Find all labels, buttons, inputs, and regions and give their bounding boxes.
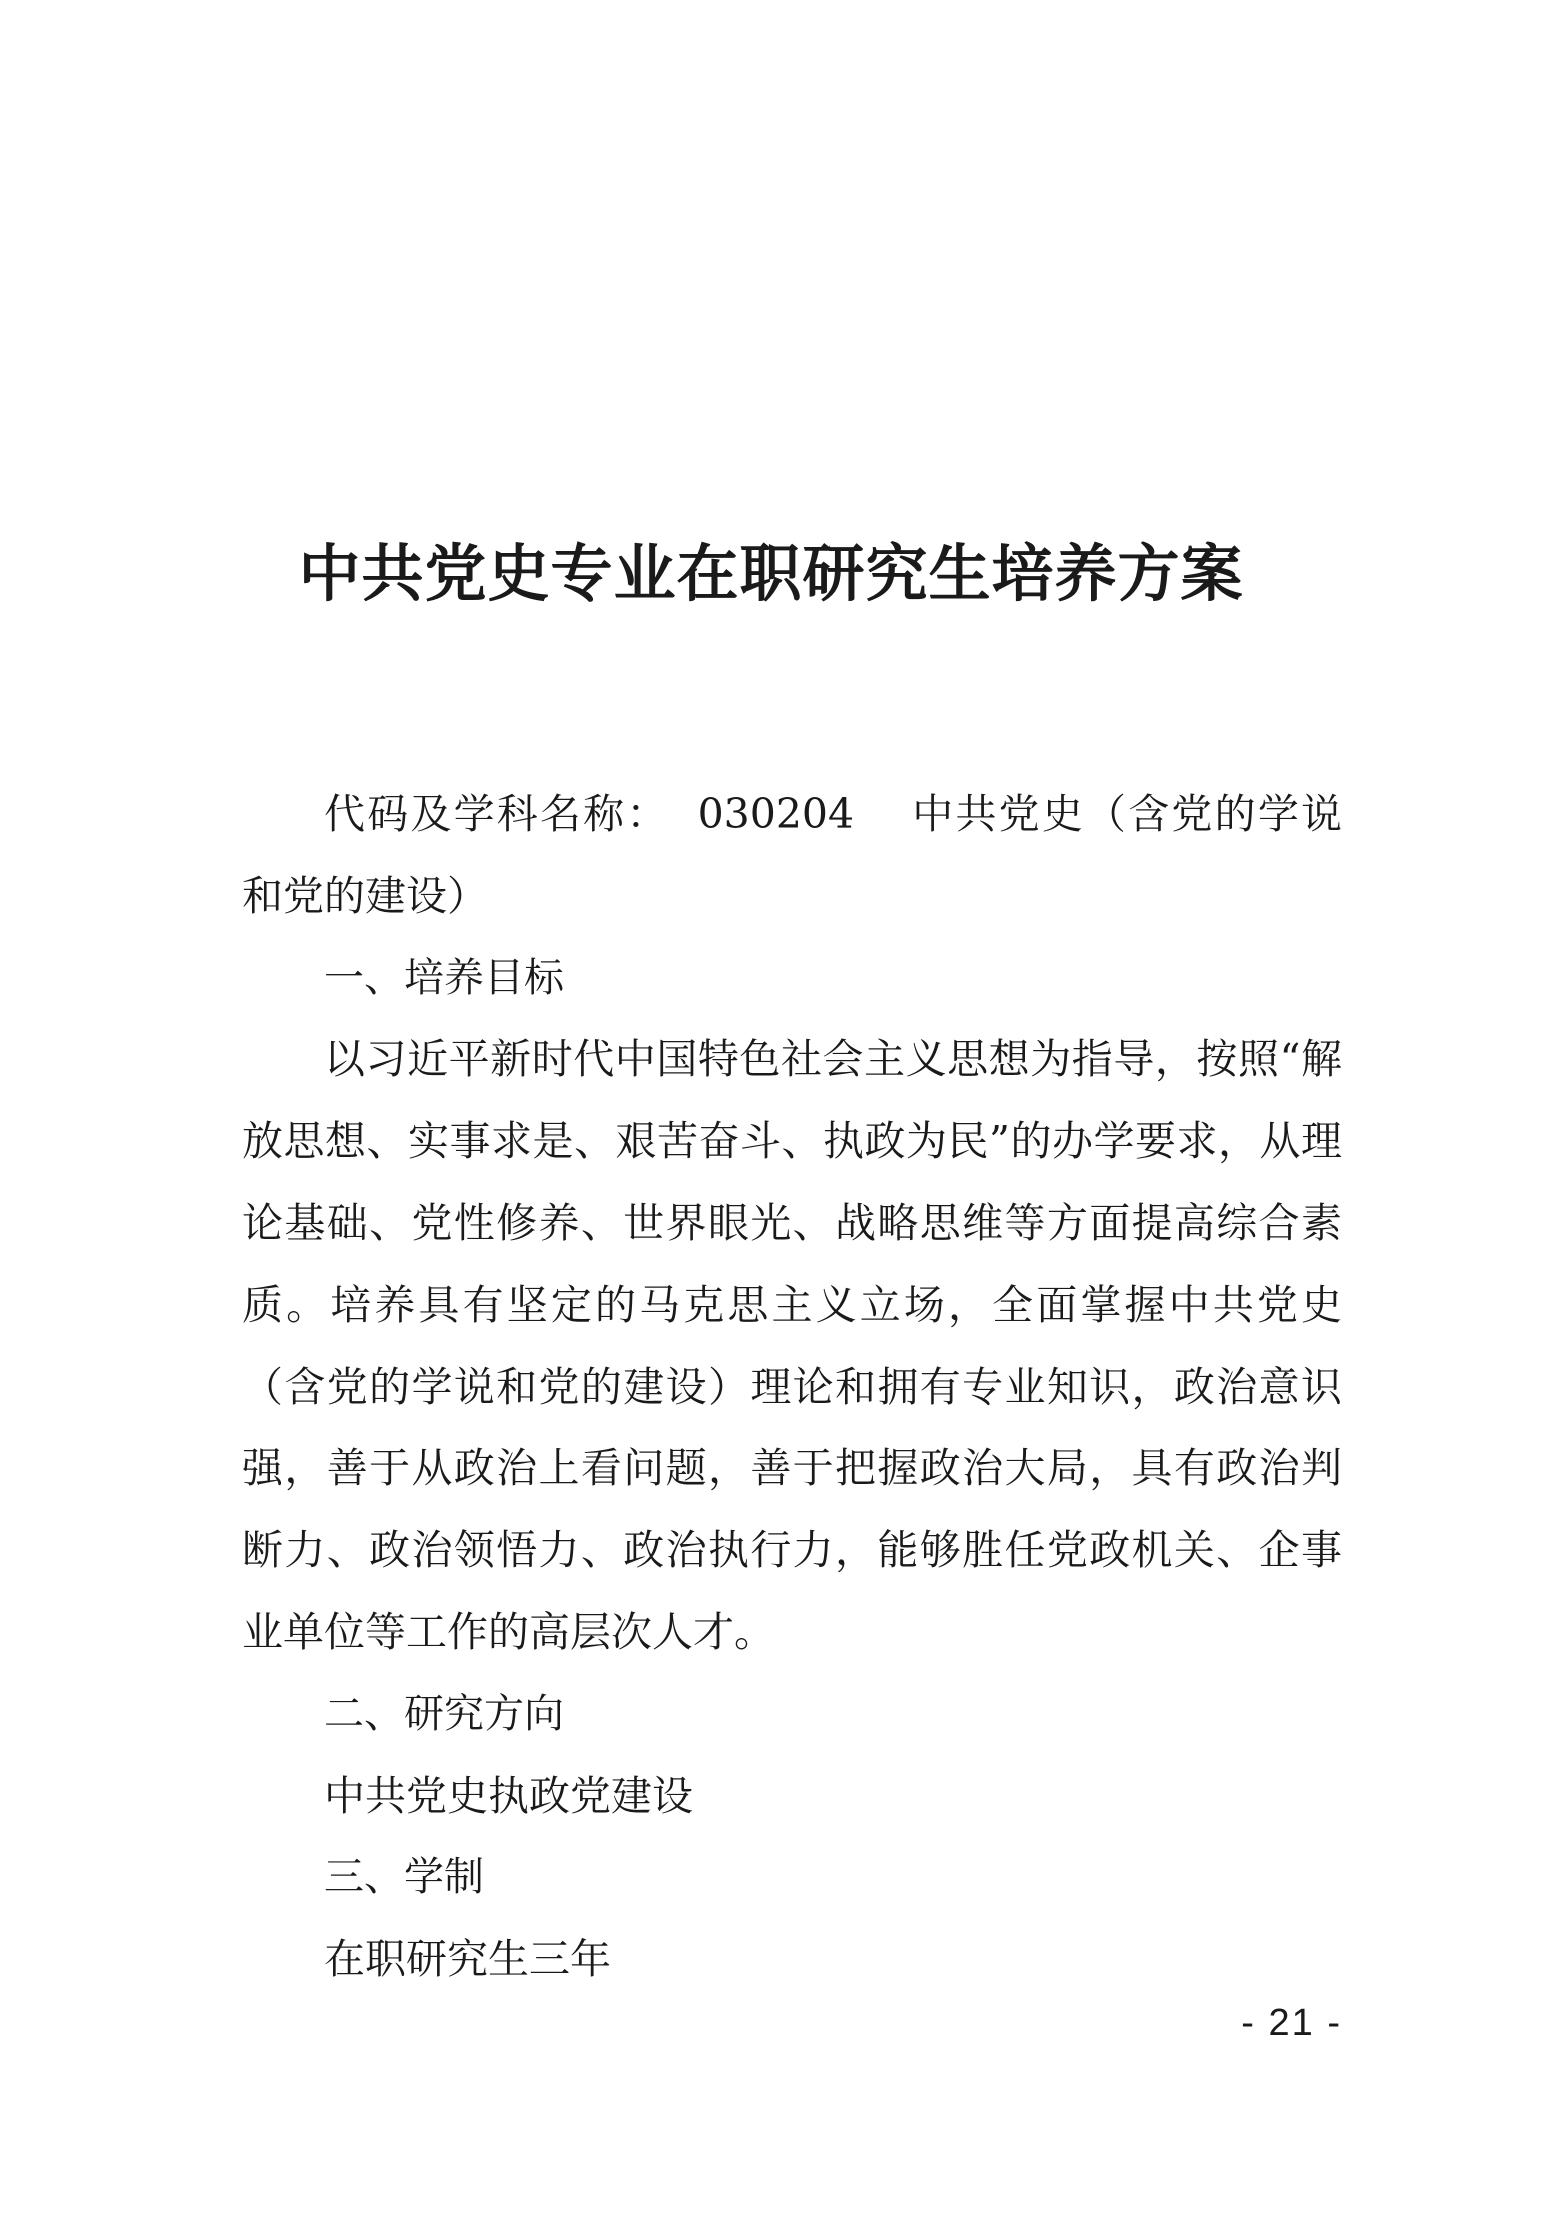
document-title: 中共党史专业在职研究生培养方案 bbox=[298, 536, 1244, 610]
section-heading-research-direction: 二、研究方向 bbox=[324, 1690, 564, 1737]
section-paragraph-research-direction: 中共党史执政党建设 bbox=[324, 1771, 693, 1820]
section-heading-duration: 三、学制 bbox=[324, 1854, 484, 1901]
subject-name: 中共党史（含党的学说和党的建设） bbox=[242, 790, 1343, 920]
subject-code-paragraph bbox=[242, 774, 1342, 938]
document-body bbox=[242, 774, 1342, 2001]
section-paragraph-duration: 在职研究生三年 bbox=[324, 1935, 611, 1984]
code-label: 代码及学科名称： bbox=[324, 790, 670, 838]
subject-code: 030204 bbox=[697, 790, 855, 838]
section-paragraph-objective: 以习近平新时代中国特色社会主义思想为指导，按照“解放思想、实事求是、艰苦奋斗、执政为民”的办学要求，从理论基础、党性修养、世界眼光、战略思维等方面提高综合素质。培养具有坚定的马克思主义立场，全面掌握中共党史（含党的学说和党的建设）理论和拥有专业知识，政治意识强，善于从政治上看问题，善于把握政治大局，具有政治判断力、政治领悟力、政治执行力，能够胜任党政机关、企事业单位等工作的高层次人才。 bbox=[242, 1035, 1342, 1656]
section-heading-objective: 一、培养目标 bbox=[324, 954, 564, 1001]
page-number: - 21 - bbox=[1241, 2002, 1342, 2044]
